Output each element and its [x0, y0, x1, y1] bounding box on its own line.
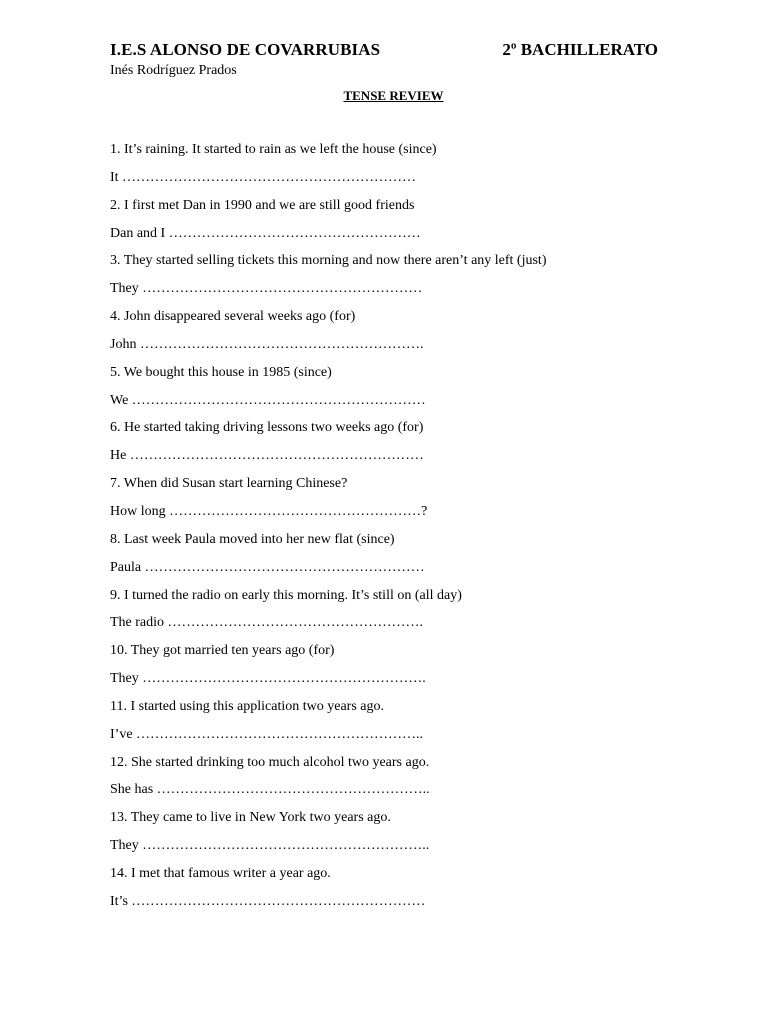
course-level: 2º BACHILLERATO — [502, 40, 658, 59]
exercise-5-prompt: 5. We bought this house in 1985 (since) — [110, 364, 332, 380]
exercise-6-answer: He ……………………………………………………… — [110, 448, 424, 464]
exercise-10-prompt: 10. They got married ten years ago (for) — [110, 643, 335, 659]
exercise-5-answer: We ……………………………………………………… — [110, 392, 426, 408]
exercise-12-prompt: 12. She started drinking too much alcohol two years ago. — [110, 754, 430, 770]
exercise-8-prompt: 8. Last week Paula moved into her new flat (since) — [110, 531, 395, 547]
exercise-12-answer: She has ………………………………………………….. — [110, 782, 430, 798]
exercise-13-answer: They …………………………………………………….. — [110, 838, 430, 854]
exercise-9-answer: The radio ………………………………………………. — [110, 615, 424, 631]
exercise-4-prompt: 4. John disappeared several weeks ago (for) — [110, 309, 356, 325]
author-name: Inés Rodríguez Prados — [110, 63, 237, 78]
exercise-6-prompt: 6. He started taking driving lessons two weeks ago (for) — [110, 420, 424, 436]
exercise-11-prompt: 11. I started using this application two years ago. — [110, 698, 384, 714]
exercise-7-prompt: 7. When did Susan start learning Chinese? — [110, 476, 348, 492]
exercise-3-answer: They …………………………………………………… — [110, 281, 423, 297]
exercise-7-answer: How long ………………………………………………? — [110, 503, 428, 519]
exercise-9-prompt: 9. I turned the radio on early this morning. It’s still on (all day) — [110, 587, 462, 603]
exercise-1-answer: It ……………………………………………………… — [110, 169, 417, 185]
worksheet-page — [110, 40, 670, 921]
exercise-11-answer: I’ve …………………………………………………….. — [110, 726, 424, 742]
worksheet-title: TENSE REVIEW — [343, 88, 444, 103]
exercise-14-prompt: 14. I met that famous writer a year ago. — [110, 865, 331, 881]
exercise-13-prompt: 13. They came to live in New York two years ago. — [110, 810, 391, 826]
header-row — [110, 40, 670, 64]
exercise-2-answer: Dan and I ……………………………………………… — [110, 225, 421, 241]
exercise-4-answer: John ……………………………………………………. — [110, 336, 424, 352]
exercise-2-prompt: 2. I first met Dan in 1990 and we are still good friends — [110, 197, 415, 213]
exercise-8-answer: Paula …………………………………………………… — [110, 559, 425, 575]
school-name: I.E.S ALONSO DE COVARRUBIAS — [110, 40, 381, 59]
exercise-1-prompt: 1. It’s raining. It started to rain as we left the house (since) — [110, 142, 437, 157]
exercise-list — [110, 141, 670, 921]
exercise-3-prompt: 3. They started selling tickets this morning and now there aren’t any left (just) — [110, 253, 547, 269]
exercise-10-answer: They ……………………………………………………. — [110, 671, 426, 687]
exercise-14-answer: It’s ……………………………………………………… — [110, 893, 426, 909]
